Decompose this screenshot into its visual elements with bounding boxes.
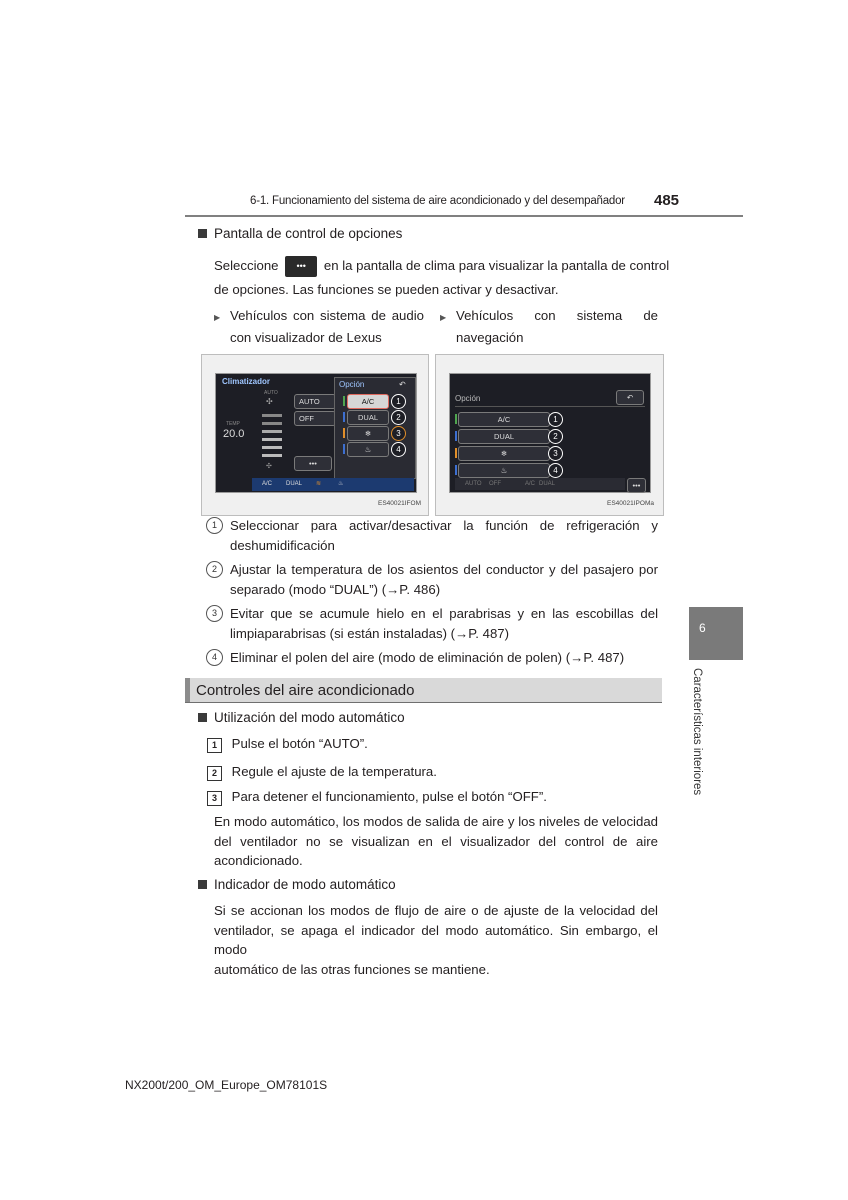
more-options-button-icon: ••• — [285, 256, 317, 277]
options-intro-line2: de opciones. Las funciones se pueden activar y desactivar. — [214, 282, 559, 297]
option-ac[interactable]: A/C — [458, 412, 550, 427]
number-circle-icon: 2 — [206, 561, 223, 578]
figure-navigation-display — [435, 354, 664, 516]
auto-mode-paragraph: En modo automático, los modos de salida de aire y los niveles de velocidad del ventilador no se visualizan en el visualizador del control de aire acondicionado. — [214, 814, 658, 868]
climate-screen — [215, 373, 417, 493]
chapter-number: 6 — [699, 621, 706, 635]
option-pollen[interactable]: ♨︎ — [458, 463, 550, 478]
legend-item-3: 3 Evitar que se acumule hielo en el parabrisas y en las escobillas del limpiaparabrisas (si están instaladas) (→P. 487) — [206, 604, 658, 643]
auto-mode-heading: Utilización del modo automático — [198, 710, 405, 725]
vehicle-type-audio: ▶ Vehículos con sistema de audio con visualizador de Lexus — [214, 308, 424, 345]
fan-icon: ✣ — [266, 397, 273, 406]
more-button[interactable]: ••• — [627, 478, 646, 493]
number-circle-icon: 1 — [206, 517, 223, 534]
document-code: NX200t/200_OM_Europe_OM78101S — [125, 1078, 328, 1092]
option-panel — [334, 377, 416, 479]
callout-1: 1 — [391, 394, 406, 409]
step-number-box: 1 — [207, 738, 222, 753]
square-bullet-icon — [198, 880, 207, 889]
callout-2: 2 — [391, 410, 406, 425]
legend-item-1: 1 Seleccionar para activar/desactivar la función de refrigeración y deshumidificación — [206, 516, 658, 555]
option-ac[interactable]: A/C — [347, 394, 389, 409]
status-bar: AUTO OFF A/C DUAL — [455, 478, 625, 490]
pollen-icon: ♨︎ — [338, 481, 344, 487]
fan-small-icon: ✣ — [266, 463, 272, 470]
temp-value: 20.0 — [223, 428, 245, 440]
number-circle-icon: 3 — [206, 605, 223, 622]
callout-2: 2 — [548, 429, 563, 444]
square-bullet-icon — [198, 229, 207, 238]
callout-4: 4 — [391, 442, 406, 457]
figure-caption: ES40021IPOMa — [607, 500, 654, 507]
callout-3: 3 — [391, 426, 406, 441]
callout-4: 4 — [548, 463, 563, 478]
callout-3: 3 — [548, 446, 563, 461]
option-screen — [449, 373, 651, 493]
header-rule — [185, 215, 743, 217]
section-bar-edge — [185, 678, 190, 703]
defrost-icon: ≋ — [316, 481, 322, 487]
legend-item-2: 2 Ajustar la temperatura de los asientos del conductor y del pasajero por separado (modo “DUAL”) (→P. 486) — [206, 560, 658, 599]
figure-caption: ES40021IFOM — [378, 500, 421, 507]
auto-label: AUTO — [264, 390, 278, 396]
option-panel-title: Opción — [455, 394, 481, 403]
step-1: 1 Pulse el botón “AUTO”. — [207, 734, 368, 754]
chapter-label: Características interiores — [691, 668, 703, 796]
auto-indicator-heading: Indicador de modo automático — [198, 877, 396, 892]
page-number: 485 — [654, 192, 680, 209]
status-bar: A/C DUAL ≋ ♨︎ — [252, 478, 414, 491]
more-button[interactable]: ••• — [294, 456, 332, 471]
triangle-bullet-icon: ▶ — [214, 313, 221, 322]
chapter-tab — [689, 607, 743, 660]
option-dual[interactable]: DUAL — [347, 410, 389, 425]
option-dual[interactable]: DUAL — [458, 429, 550, 444]
back-icon[interactable]: ↶ — [399, 380, 406, 389]
options-screen-heading: Pantalla de control de opciones — [198, 226, 402, 241]
callout-1: 1 — [548, 412, 563, 427]
section-title: Controles del aire acondicionado — [196, 682, 415, 699]
step-2: 2 Regule el ajuste de la temperatura. — [207, 762, 437, 782]
mode-button-off[interactable]: OFF — [294, 411, 336, 426]
square-bullet-icon — [198, 713, 207, 722]
options-intro-line1: Seleccione ••• en la pantalla de clima para visualizar la pantalla de control — [214, 256, 669, 277]
step-number-box: 2 — [207, 766, 222, 781]
option-pollen[interactable]: ♨︎ — [347, 442, 389, 457]
step-number-box: 3 — [207, 791, 222, 806]
option-defrost[interactable]: ❄︎ — [458, 446, 550, 461]
mode-button-auto[interactable]: AUTO — [294, 394, 336, 409]
section-bar-rule — [185, 702, 662, 703]
screen-title: Climatizador — [222, 377, 271, 386]
auto-indicator-paragraph: Si se accionan los modos de flujo de aire o de ajuste de la velocidad del ventilador, se apaga el indicador del modo automático. Sin embargo, el modo automático de las otras funciones se mantiene. — [214, 903, 658, 977]
running-header-title: 6-1. Funcionamiento del sistema de aire acondicionado y del desempañador — [250, 195, 625, 207]
triangle-bullet-icon: ▶ — [440, 313, 447, 322]
vehicle-type-navigation: ▶ Vehículos con sistema de navegación — [440, 308, 658, 345]
figure-audio-display — [201, 354, 429, 516]
back-button[interactable]: ↶ — [616, 390, 644, 405]
number-circle-icon: 4 — [206, 649, 223, 666]
step-3: 3 Para detener el funcionamiento, pulse el botón “OFF”. — [207, 787, 547, 807]
legend-item-4: 4 Eliminar el polen del aire (modo de eliminación de polen) (→P. 487) — [206, 648, 658, 668]
temp-label: TEMP — [226, 421, 240, 427]
option-defrost[interactable]: ❄︎ — [347, 426, 389, 441]
chapter-label-wrap — [693, 668, 713, 808]
option-panel-title: Opción — [339, 380, 365, 389]
